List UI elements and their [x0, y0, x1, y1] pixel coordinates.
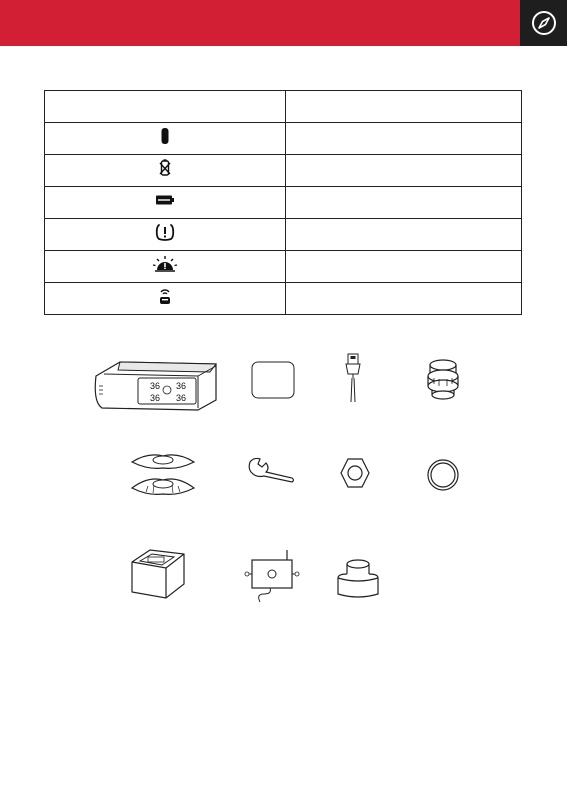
table-row: [45, 123, 522, 155]
table-row: [45, 219, 522, 251]
wrench-icon: [246, 456, 296, 484]
description-cell: [286, 187, 522, 219]
mounting-brackets-icon: [128, 450, 198, 498]
usb-cable-icon: [338, 352, 368, 404]
description-cell: [286, 155, 522, 187]
header-bar: [0, 0, 520, 46]
hex-nut-icon: [338, 456, 372, 490]
battery-charge-icon: [155, 193, 175, 207]
icon-cell: [45, 251, 286, 283]
icon-cell: [45, 219, 286, 251]
display-top-left: 36: [150, 381, 161, 391]
sealing-ring-icon: [424, 456, 462, 494]
icon-cell: [45, 187, 286, 219]
tire-pressure-warning-icon: [154, 222, 176, 242]
solar-charging-icon: [152, 255, 178, 273]
compass-icon: [530, 9, 558, 37]
adhesive-pad-icon: [250, 360, 296, 400]
header-tab[interactable]: [520, 0, 567, 46]
repeater-box-icon: [126, 546, 190, 604]
sensor-cap-icon: [334, 556, 382, 602]
description-cell: [286, 283, 522, 315]
table-row: [45, 251, 522, 283]
icon-cell: [45, 283, 286, 315]
icon-cell: [45, 123, 286, 155]
icon-cell: [45, 155, 286, 187]
display-top-right: 36: [176, 381, 187, 391]
signal-sensor-icon: [156, 286, 174, 306]
description-cell: [286, 251, 522, 283]
tire-sensor-icon: [420, 356, 466, 402]
display-bottom-left: 36: [150, 393, 161, 403]
table-row: [45, 187, 522, 219]
description-cell: [286, 219, 522, 251]
icon-table: [44, 90, 522, 315]
display-bottom-right: 36: [176, 393, 187, 403]
table-header-row: [45, 91, 522, 123]
no-battery-icon: [158, 158, 172, 178]
monitor-unit-icon: [90, 352, 220, 414]
table-header-cell: [286, 91, 522, 123]
table-row: [45, 155, 522, 187]
table-row: [45, 283, 522, 315]
table-header-cell: [45, 91, 286, 123]
description-cell: [286, 123, 522, 155]
battery-level-icon: [158, 126, 172, 146]
signal-booster-icon: [242, 548, 300, 604]
